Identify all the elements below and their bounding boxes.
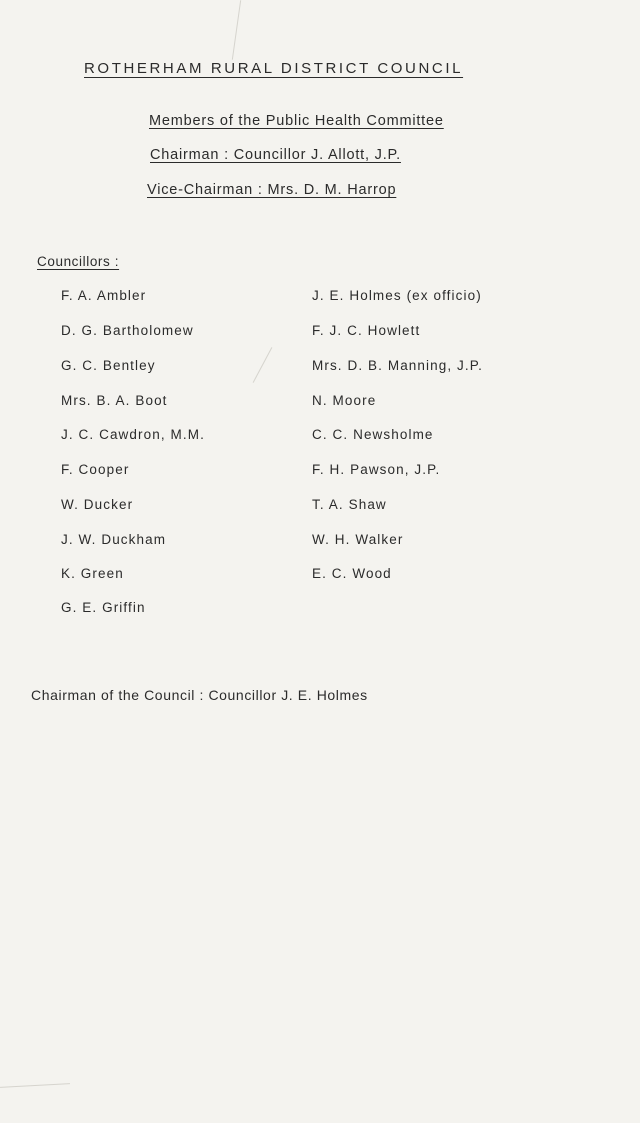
chairman-line: Chairman : Councillor J. Allott, J.P. xyxy=(150,147,401,163)
paper-mark xyxy=(0,1083,70,1088)
councillor-left-5: J. C. Cawdron, M.M. xyxy=(61,427,205,442)
paper-mark xyxy=(253,347,273,383)
councillor-left-10: G. E. Griffin xyxy=(61,600,146,615)
councillor-right-9: E. C. Wood xyxy=(312,566,392,581)
councillor-right-8: W. H. Walker xyxy=(312,532,404,547)
councillor-right-6: F. H. Pawson, J.P. xyxy=(312,462,441,477)
councillor-right-1: J. E. Holmes (ex officio) xyxy=(312,288,482,303)
vice-chairman-line: Vice-Chairman : Mrs. D. M. Harrop xyxy=(147,182,397,198)
councillor-left-1: F. A. Ambler xyxy=(61,288,147,303)
paper-mark xyxy=(232,0,241,60)
councillor-left-8: J. W. Duckham xyxy=(61,532,167,547)
councillor-left-6: F. Cooper xyxy=(61,462,130,477)
councillor-right-7: T. A. Shaw xyxy=(312,497,387,512)
councillor-left-2: D. G. Bartholomew xyxy=(61,323,194,338)
councillor-right-5: C. C. Newsholme xyxy=(312,427,434,442)
councillor-right-3: Mrs. D. B. Manning, J.P. xyxy=(312,358,483,373)
councillors-label: Councillors : xyxy=(37,254,120,269)
councillor-left-4: Mrs. B. A. Boot xyxy=(61,393,168,408)
councillor-left-3: G. C. Bentley xyxy=(61,358,156,373)
council-title: ROTHERHAM RURAL DISTRICT COUNCIL xyxy=(84,60,464,77)
councillor-left-9: K. Green xyxy=(61,566,124,581)
councillor-left-7: W. Ducker xyxy=(61,497,134,512)
councillor-right-4: N. Moore xyxy=(312,393,377,408)
councillor-right-2: F. J. C. Howlett xyxy=(312,323,421,338)
committee-title: Members of the Public Health Committee xyxy=(149,113,444,129)
council-chairman-line: Chairman of the Council : Councillor J. E. Holmes xyxy=(31,687,368,703)
